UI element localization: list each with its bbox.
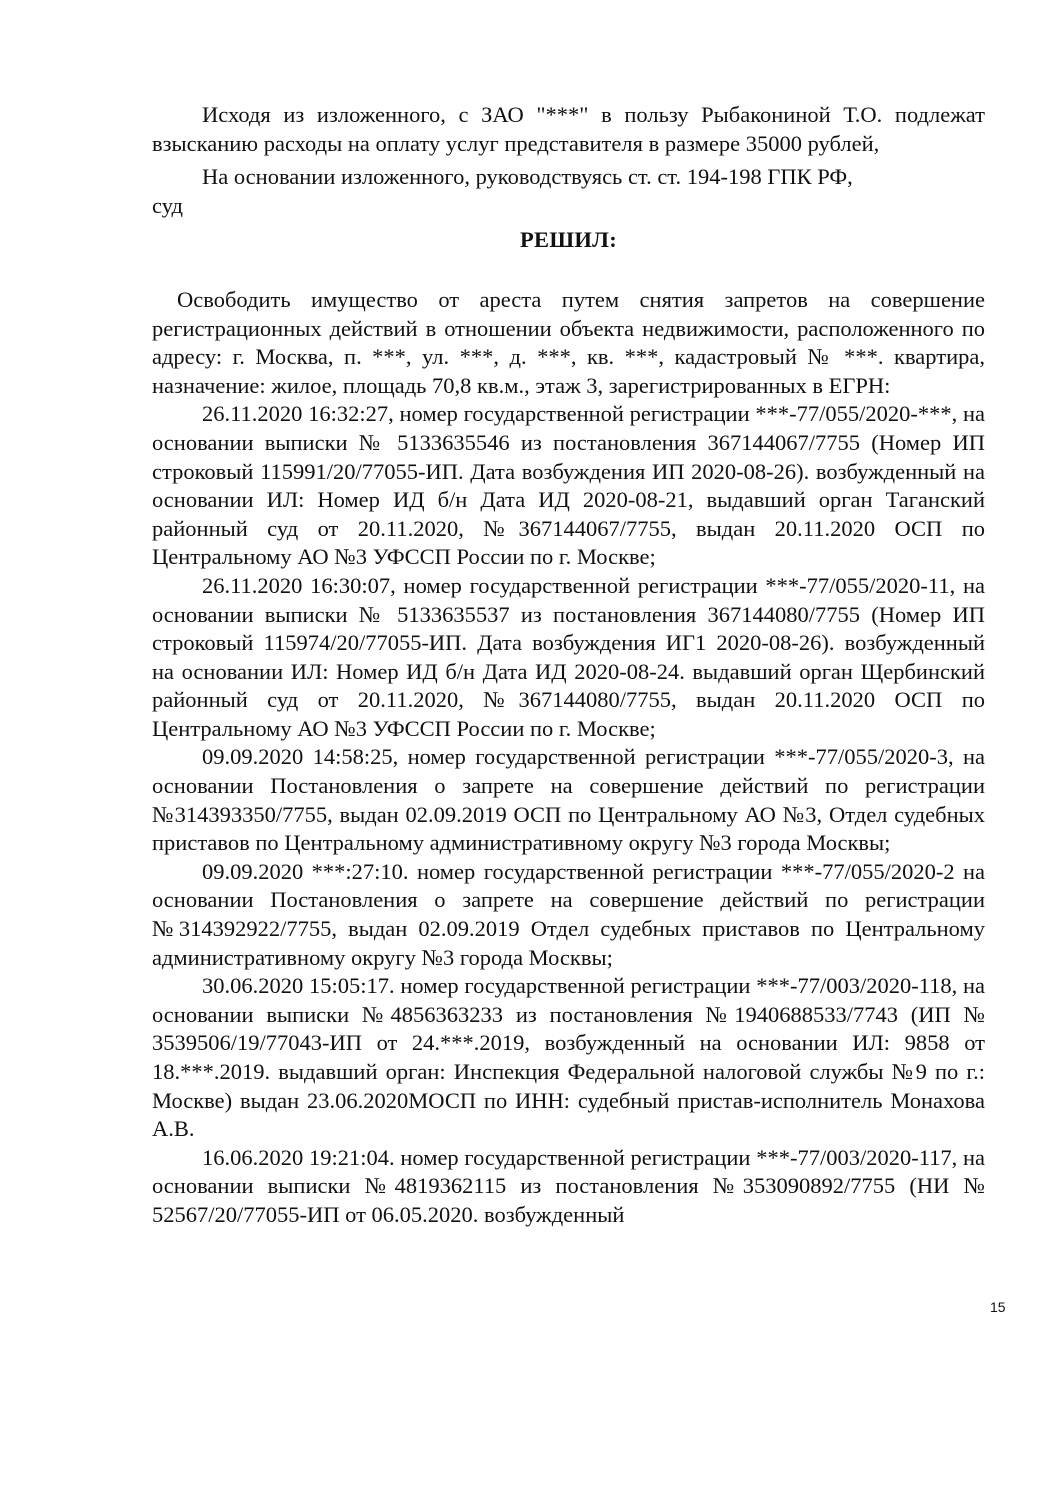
- decision-item-6: 16.06.2020 19:21:04. номер государственной регистрации ***-77/003/2020-117, на основании выписки №4819362115 из постановления №353090892/7755 (НИ № 52567/20/77055-ИП от 06.05.2020. возбужденный: [152, 1144, 985, 1227]
- decision-item-3: 09.09.2020 14:58:25, номер государственной регистрации ***-77/055/2020-3, на основании Постановления о запрете на совершение действий по регистрации №314393350/7755, выдан 02.09.2019 ОСП по Центральному АО №3, Отдел судебных приставов по Центральному административному округу №3 города Москвы;: [152, 744, 985, 856]
- decision-item-1: 26.11.2020 16:32:27, номер государственной регистрации ***-77/055/2020-***, на основании выписки № 5133635546 из постановления 367144067/7755 (Номер ИП строковый 115991/20/77055-ИП. Дата возбуждения ИП 2020-08-26). возбужденный на основании ИЛ: Номер ИД б/н Дата ИД 2020-08-21, выдавший орган Таганский районный суд от 20.11.2020, №367144067/7755, выдан 20.11.2020 ОСП по Центральному АО №3 УФССП России по г. Москве;: [152, 401, 985, 570]
- decision-item-4: 09.09.2020 ***:27:10. номер государственной регистрации ***-77/055/2020-2 на основании Постановления о запрете на совершение действий по регистрации №314392922/7755, выдан 02.09.2019 Отдел судебных приставов по Центральному административному округу №3 города Москвы;: [152, 858, 985, 970]
- decision-item-2: 26.11.2020 16:30:07, номер государственной регистрации ***-77/055/2020-11, на основании выписки № 5133635537 из постановления 367144080/7755 (Номер ИП строковый 115974/20/77055-ИП. Дата возбуждения ИГ1 2020-08-26). возбужденный на основании ИЛ: Номер ИД б/н Дата ИД 2020-08-24. выдавший орган Щербинский районный суд от 20.11.2020, №367144080/7755, выдан 20.11.2020 ОСП по Центральному АО №3 УФССП России по г. Москве;: [152, 572, 985, 741]
- page-number: 15: [990, 1299, 1006, 1315]
- paragraph-court: суд: [152, 192, 183, 218]
- decision-heading: РЕШИЛ:: [519, 227, 618, 253]
- decision-intro: Освободить имущество от ареста путем снятия запретов на совершение регистрационных действий в отношении объекта недвижимости, расположенного по адресу: г. Москва, п. ***, ул. ***, д. ***, кв. ***, кадастровый № ***. квартира, назначение: жилое, площадь 70,8 кв.м., этаж 3, зарегистрированных в ЕГРН:: [152, 286, 985, 398]
- paragraph-legal-basis: На основании изложенного, руководствуясь ст. ст. 194-198 ГПК РФ,: [202, 164, 853, 190]
- decision-item-5: 30.06.2020 15:05:17. номер государственной регистрации ***-77/003/2020-118, на основании выписки №4856363233 из постановления №1940688533/7743 (ИП № 3539506/19/77043-ИП от 24.***.2019, возбужденный на основании ИЛ: 9858 от 18.***.2019. выдавший орган: Инспекция Федеральной налоговой службы №9 по г.: Москве) выдан 23.06.2020МОСП по ИНН: судебный пристав-исполнитель Монахова А.В.: [152, 973, 985, 1142]
- paragraph-costs: Исходя из изложенного, с ЗАО "***" в пользу Рыбакониной Т.О. подлежат взысканию расходы на оплату услуг представителя в размере 35000 рублей,: [152, 102, 985, 156]
- document-body: [152, 101, 985, 1230]
